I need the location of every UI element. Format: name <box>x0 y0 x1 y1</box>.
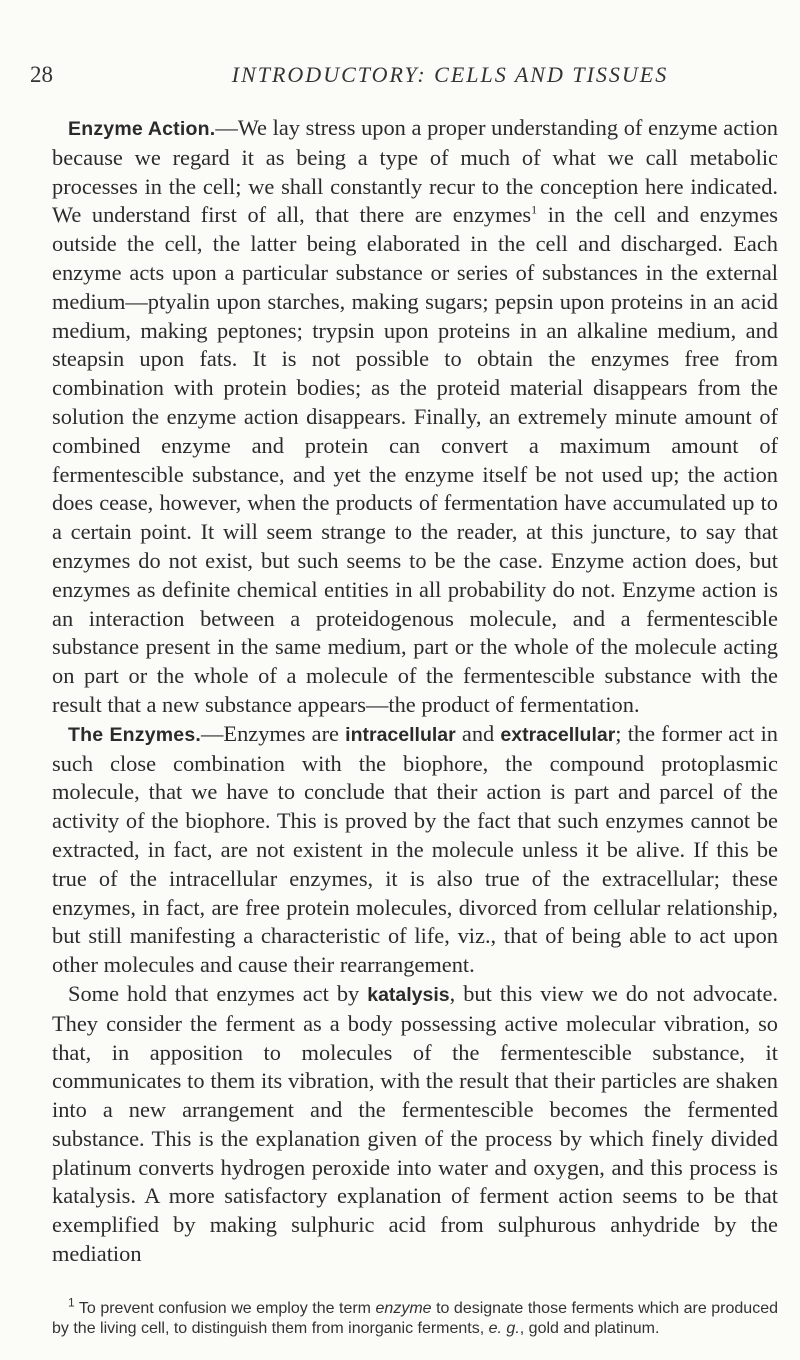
footnote-term: enzyme <box>375 1300 432 1317</box>
footnote-ref: 1 <box>531 202 538 217</box>
body-text <box>52 114 778 1269</box>
paragraph-text: ; the former act in such close combination with the biophore, the compound protoplasmic molecule, that we have to conclude that their action is part and parcel of the activity of the biophore. This is proved by the fact that such enzymes cannot be extracted, in fact, are not existent in the molecule unless it be alive. If this be true of the intracellular enzymes, it is also true of the extracellular; these enzymes, in fact, are free protein molecules, divorced from cellular relationship, but still manifesting a characteristic of life, viz., that of being able to act upon other molecules and cause their rearrangement. <box>52 720 778 978</box>
running-head: INTRODUCTORY: CELLS AND TISSUES <box>231 62 669 87</box>
paragraph-text: and <box>455 720 501 746</box>
term-katalysis: katalysis <box>367 983 450 1006</box>
page-number: 28 <box>30 62 53 87</box>
footnote-text: To prevent confusion we employ the term <box>74 1300 376 1317</box>
footnote-text: , gold and platinum. <box>519 1319 660 1337</box>
paragraph-text: , but this view we do not advocate. They consider the ferment as a body possessing active molecular vibration, so that, in apposition to molecules of the fermentescible substance, it communicates to them its vibration, with the result that their particles are shaken into a new arrangement and the fermentescible becomes the fermented substance. This is the explanation given of the process by which finely divided platinum converts hydrogen peroxide into water and oxygen, and this process is katalysis. A more satisfactory explanation of ferment action seems to be that exemplified by making sulphuric acid from sulphurous anhydride by the mediation <box>52 980 778 1267</box>
paragraph-katalysis <box>52 980 778 1269</box>
paragraph-text: in the cell and enzymes outside the cell, the latter being elaborated in the cell and discharged. Each enzyme acts upon a particular substance or series of substances in the external medium—ptyalin upon starches, making sugars; pepsin upon proteins in an acid medium, making peptones; trypsin upon proteins in an alkaline medium, and steapsin upon fats. It is not possible to obtain the enzymes free from combination with protein bodies; as the proteid material disappears from the solution the enzyme action disappears. Finally, an extremely minute amount of combined enzyme and protein can convert a maximum amount of fermentescible substance, and yet the enzyme itself be not used up; the action does cease, however, when the products of fermentation have accumulated up to a certain point. It will seem strange to the reader, at this juncture, to say that enzymes do not exist, but such seems to be the case. Enzyme action does, but enzymes as definite chemical entities in all probability do not. Enzyme action is an interaction between a proteidogenous molecule, and a fermentescible substance present in the same medium, part or the whole of the molecule acting on part or the whole of a molecule of the fermentescible substance with the result that a new substance appears—the product of fermentation. <box>52 202 778 717</box>
paragraph-enzyme-action <box>52 114 778 720</box>
paragraph-text: —We lay stress upon a proper understanding of enzyme action because we regard it as being a type of much of what we call metabolic processes in the cell; we shall constantly recur to the conception here indicated. We understand first of all, that there are enzymes <box>52 115 778 228</box>
paragraph-text: Some hold that enzymes act by <box>68 980 368 1006</box>
footnote <box>52 1295 779 1338</box>
term-intracellular: intracellular <box>345 723 456 746</box>
term-extracellular: extracellular <box>500 723 616 746</box>
footnote-marker: 1 <box>68 1295 75 1310</box>
section-heading-the-enzymes: The Enzymes. <box>68 723 202 746</box>
paragraph-the-enzymes <box>52 720 778 980</box>
page-header <box>0 62 800 96</box>
paragraph-text: —Enzymes are <box>201 720 346 746</box>
footnote-text: to designate those ferments which are produced by the living cell, to distinguish them from inorganic ferments, <box>52 1300 779 1337</box>
footnote-abbrev: e. g. <box>488 1319 520 1337</box>
section-heading-enzyme-action: Enzyme Action. <box>68 118 216 140</box>
